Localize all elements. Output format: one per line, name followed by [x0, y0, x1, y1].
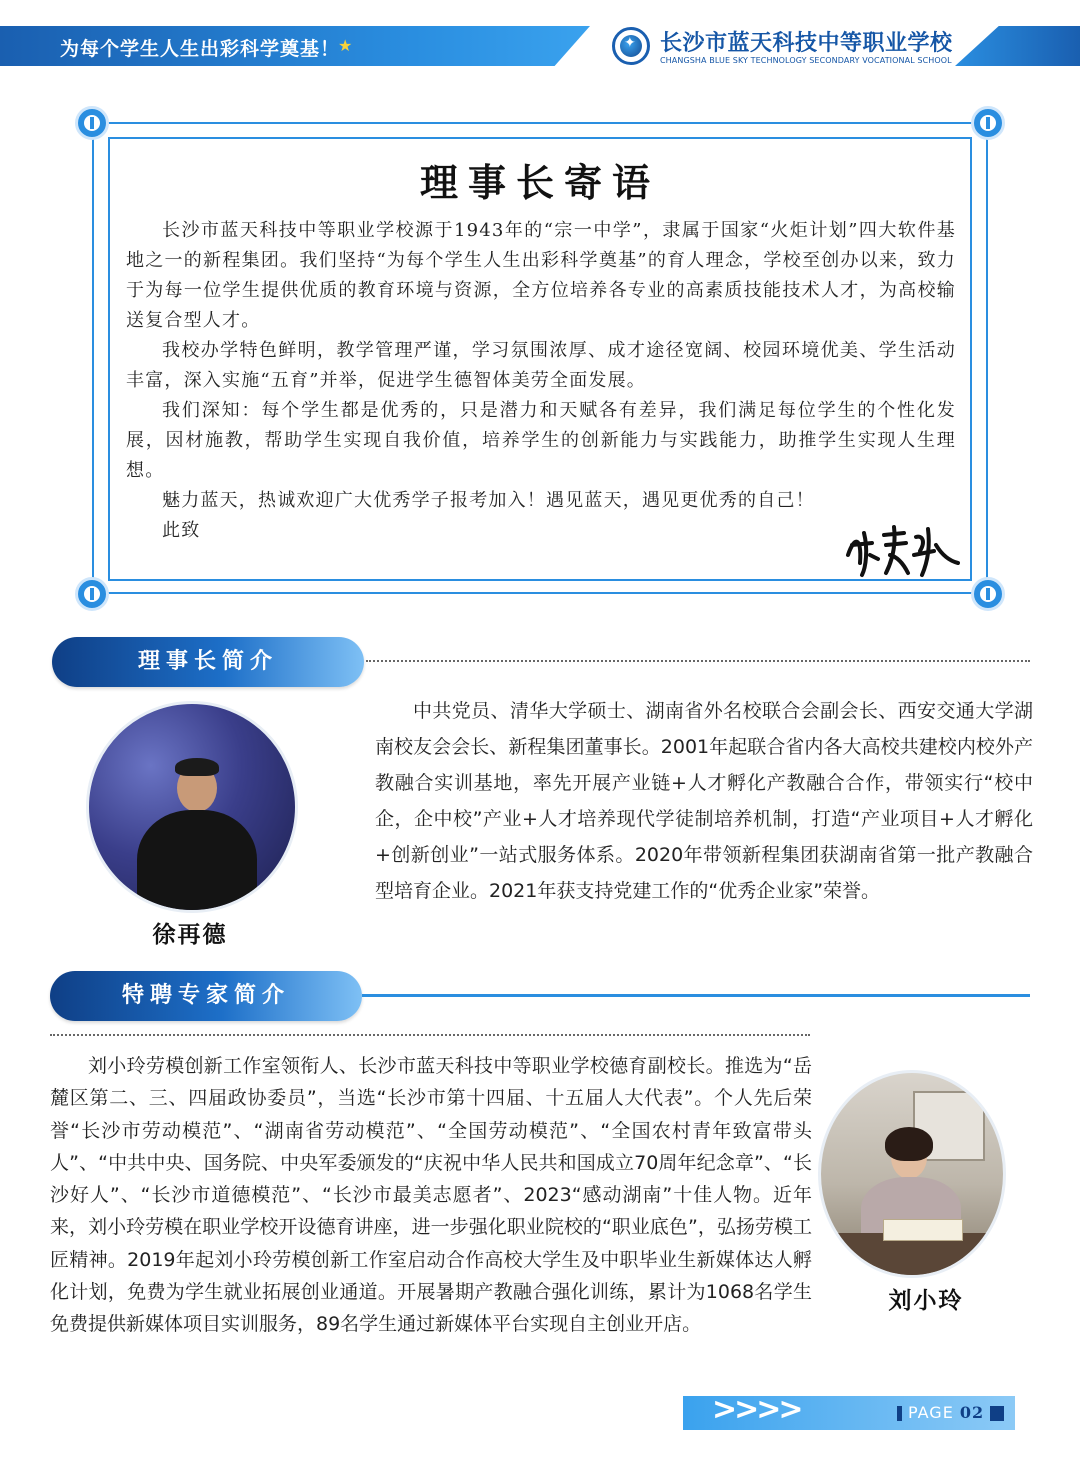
section-divider [366, 660, 1030, 662]
chairman-name: 徐再德 [152, 922, 228, 948]
frame-corner-icon [971, 106, 1005, 140]
page-label: PAGE [908, 1403, 954, 1422]
expert-bio-text: 刘小玲劳模创新工作室领衔人、长沙市蓝天科技中等职业学校德育副校长。推选为“岳麓区第二、三、四届政协委员”，当选“长沙市第十四届、十五届人大代表”。个人先后荣誉“长沙市劳动模范”、“湖南省劳动模范”、“全国劳动模范”、“全国农村青年致富带头人”、“中共中央、国务院、中央军委颁发的“庆祝中华人民共和国成立70周年纪念章”、“长沙好人”、“长沙市道德模范”、“长沙市最美志愿者”、2023“感动湖南”十佳人物。近年来，刘小玲劳模在职业学校开设德育讲座，进一步强化职业院校的“职业底色”，弘扬劳模工匠精神。2019年起刘小玲劳模创新工作室启动合作高校大学生及中职毕业生新媒体达人孵化计划，免费为学生就业拓展创业通道。开展暑期产教融合强化训练，累计为1068名学生免费提供新媒体项目实训服务，89名学生通过新媒体平台实现自主创业开店。 [50, 1055, 812, 1336]
chairman-portrait [86, 701, 298, 913]
page-number: 02 [959, 1403, 985, 1422]
expert-name: 刘小玲 [888, 1288, 964, 1314]
page-indicator [908, 1403, 984, 1422]
expert-portrait [818, 1070, 1006, 1278]
section-divider [50, 1034, 810, 1036]
footer-marker [990, 1406, 1004, 1421]
chairman-bio-text: 中共党员、清华大学硕士、湖南省外名校联合会副会长、西安交通大学湖南校友会会长、新程集团董事长。2001年起联合省内各大高校共建校内校外产教融合实训基地，率先开展产业链+人才孵化产教融合合作，带领实行“校中企，企中校”产业+人才培养现代学徒制培养机制，打造“产业项目+人才孵化+创新创业”一站式服务体系。2020年带领新程集团获湖南省第一批产教融合型培育企业。2021年获支持党建工作的“优秀企业家”荣誉。 [375, 700, 1033, 902]
frame-corner-icon [75, 106, 109, 140]
letter-paragraph: 魅力蓝天，热诚欢迎广大优秀学子报考加入！遇见蓝天，遇见更优秀的自己！ [162, 490, 815, 511]
handwritten-signature [842, 515, 962, 579]
section-header-chairman: 理事长简介 [52, 637, 364, 687]
letter-closing: 此致 [162, 520, 201, 541]
frame-corner-icon [971, 577, 1005, 611]
school-name-en: CHANGSHA BLUE SKY TECHNOLOGY SECONDARY VOCATIONAL SCHOOL [660, 56, 952, 65]
letter-body [126, 216, 956, 546]
school-emblem-icon [612, 27, 650, 65]
arrows-icon: >>>> [712, 1392, 801, 1427]
frame-corner-icon [75, 577, 109, 611]
section-divider [362, 994, 1030, 997]
footer-marker [897, 1406, 902, 1421]
star-icon: ★ [338, 36, 353, 55]
letter-paragraph: 我校办学特色鲜明，教学管理严谨，学习氛围浓厚、成才途径宽阔、校园环境优美、学生活动丰富，深入实施“五育”并举，促进学生德智体美劳全面发展。 [126, 340, 956, 391]
header-slogan: 为每个学生人生出彩科学奠基！ [60, 38, 341, 60]
letter-paragraph: 我们深知：每个学生都是优秀的，只是潜力和天赋各有差异，我们满足每位学生的个性化发展，因材施教，帮助学生实现自我价值，培养学生的创新能力与实践能力，助推学生实现人生理想。 [126, 400, 956, 481]
header-banner-right [955, 26, 1080, 66]
letter-paragraph: 长沙市蓝天科技中等职业学校源于1943年的“宗一中学”，隶属于国家“火炬计划”四大软件基地之一的新程集团。我们坚持“为每个学生人生出彩科学奠基”的育人理念，学校至创办以来，致力于为每一位学生提供优质的教育环境与资源，全方位培养各专业的高素质技能技术人才，为高校输送复合型人才。 [126, 220, 956, 331]
letter-title: 理事长寄语 [419, 160, 660, 205]
section-header-expert: 特聘专家简介 [50, 971, 362, 1021]
chairman-bio [375, 693, 1033, 909]
school-name-cn: 长沙市蓝天科技中等职业学校 [660, 31, 953, 56]
expert-bio [50, 1050, 812, 1341]
